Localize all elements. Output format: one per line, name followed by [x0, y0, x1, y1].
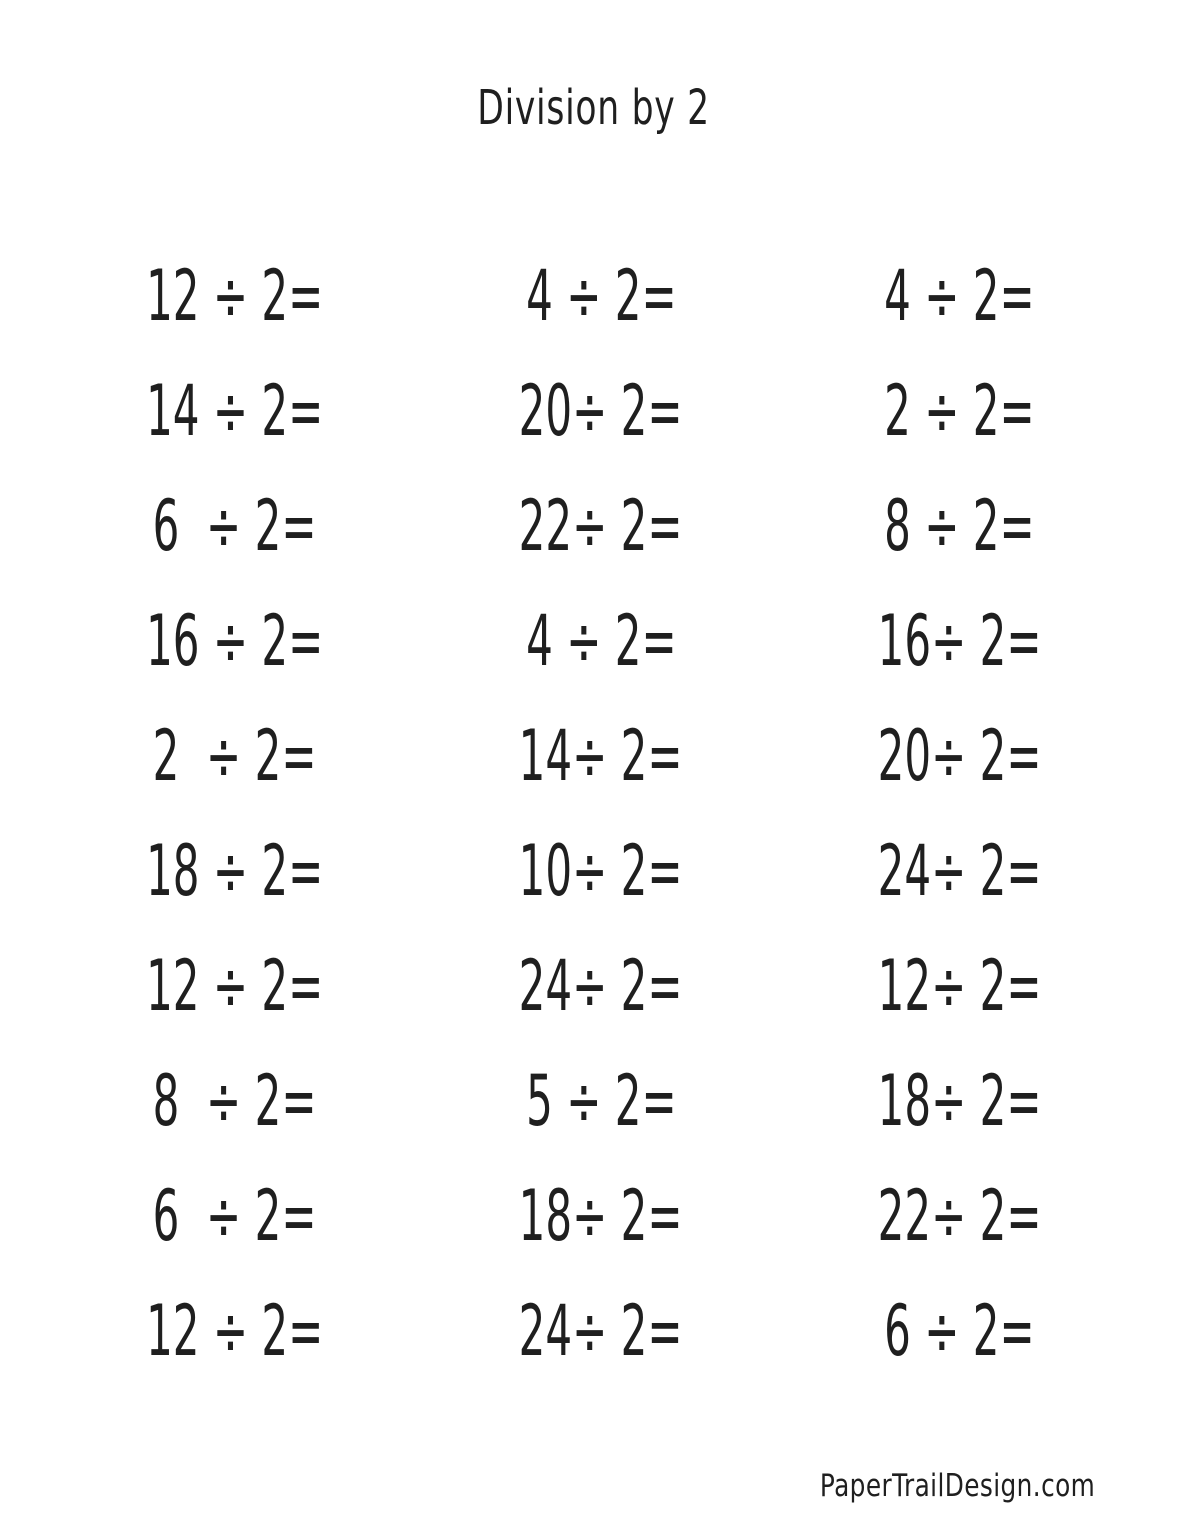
problem-text: 6 ÷ 2=	[153, 484, 317, 567]
problem-text: 18÷ 2=	[519, 1174, 683, 1257]
division-problem	[0, 583, 470, 698]
problem-text: 10÷ 2=	[519, 829, 683, 912]
site-credit-text: PaperTrailDesign.com	[819, 1468, 1095, 1504]
problem-text: 4 ÷ 2=	[525, 599, 677, 682]
problem-text: 14 ÷ 2=	[146, 369, 324, 452]
division-problem	[732, 468, 1187, 583]
problem-text: 12 ÷ 2=	[146, 254, 324, 337]
problem-text: 5 ÷ 2=	[525, 1059, 677, 1142]
division-problem	[0, 813, 470, 928]
problem-text: 22÷ 2=	[519, 484, 683, 567]
division-problem	[0, 1273, 470, 1388]
problem-text: 16 ÷ 2=	[146, 599, 324, 682]
division-problem	[470, 468, 732, 583]
division-problem	[0, 353, 470, 468]
problem-text: 20÷ 2=	[519, 369, 683, 452]
division-problem	[0, 468, 470, 583]
division-problem	[470, 1273, 732, 1388]
problem-text: 2 ÷ 2=	[884, 369, 1035, 452]
division-problem	[470, 583, 732, 698]
division-problem	[732, 353, 1187, 468]
division-problem	[470, 353, 732, 468]
problem-text: 6 ÷ 2=	[884, 1289, 1035, 1372]
division-problem	[732, 928, 1187, 1043]
division-problem	[732, 583, 1187, 698]
problem-text: 8 ÷ 2=	[153, 1059, 317, 1142]
division-problem	[732, 813, 1187, 928]
division-problem	[0, 928, 470, 1043]
problem-text: 12 ÷ 2=	[146, 1289, 324, 1372]
worksheet-title-text: Division by 2	[477, 80, 710, 136]
problem-text: 16÷ 2=	[877, 599, 1042, 682]
problem-text: 12 ÷ 2=	[146, 944, 324, 1027]
division-problem	[732, 238, 1187, 353]
division-problem	[470, 698, 732, 813]
problem-text: 20÷ 2=	[877, 714, 1042, 797]
problem-text: 24÷ 2=	[519, 944, 683, 1027]
problem-text: 18÷ 2=	[877, 1059, 1042, 1142]
division-problem	[0, 238, 470, 353]
division-problem	[470, 238, 732, 353]
problem-text: 24÷ 2=	[519, 1289, 683, 1372]
division-problem	[0, 1043, 470, 1158]
division-problem	[0, 698, 470, 813]
problem-text: 12÷ 2=	[877, 944, 1042, 1027]
problem-text: 6 ÷ 2=	[153, 1174, 317, 1257]
division-problem	[470, 813, 732, 928]
division-problem	[732, 1273, 1187, 1388]
division-problem	[470, 928, 732, 1043]
division-problem	[732, 1158, 1187, 1273]
problem-text: 8 ÷ 2=	[884, 484, 1035, 567]
worksheet-title	[0, 80, 1187, 136]
division-problem	[0, 1158, 470, 1273]
division-problem	[732, 1043, 1187, 1158]
problem-text: 2 ÷ 2=	[153, 714, 317, 797]
division-problem	[470, 1158, 732, 1273]
problem-text: 14÷ 2=	[519, 714, 683, 797]
problems-grid	[0, 238, 1187, 1388]
problem-text: 4 ÷ 2=	[525, 254, 677, 337]
problem-text: 22÷ 2=	[877, 1174, 1042, 1257]
site-credit	[751, 1468, 1095, 1504]
division-problem	[470, 1043, 732, 1158]
division-problem	[732, 698, 1187, 813]
problem-text: 4 ÷ 2=	[884, 254, 1035, 337]
problem-text: 24÷ 2=	[877, 829, 1042, 912]
problem-text: 18 ÷ 2=	[146, 829, 324, 912]
